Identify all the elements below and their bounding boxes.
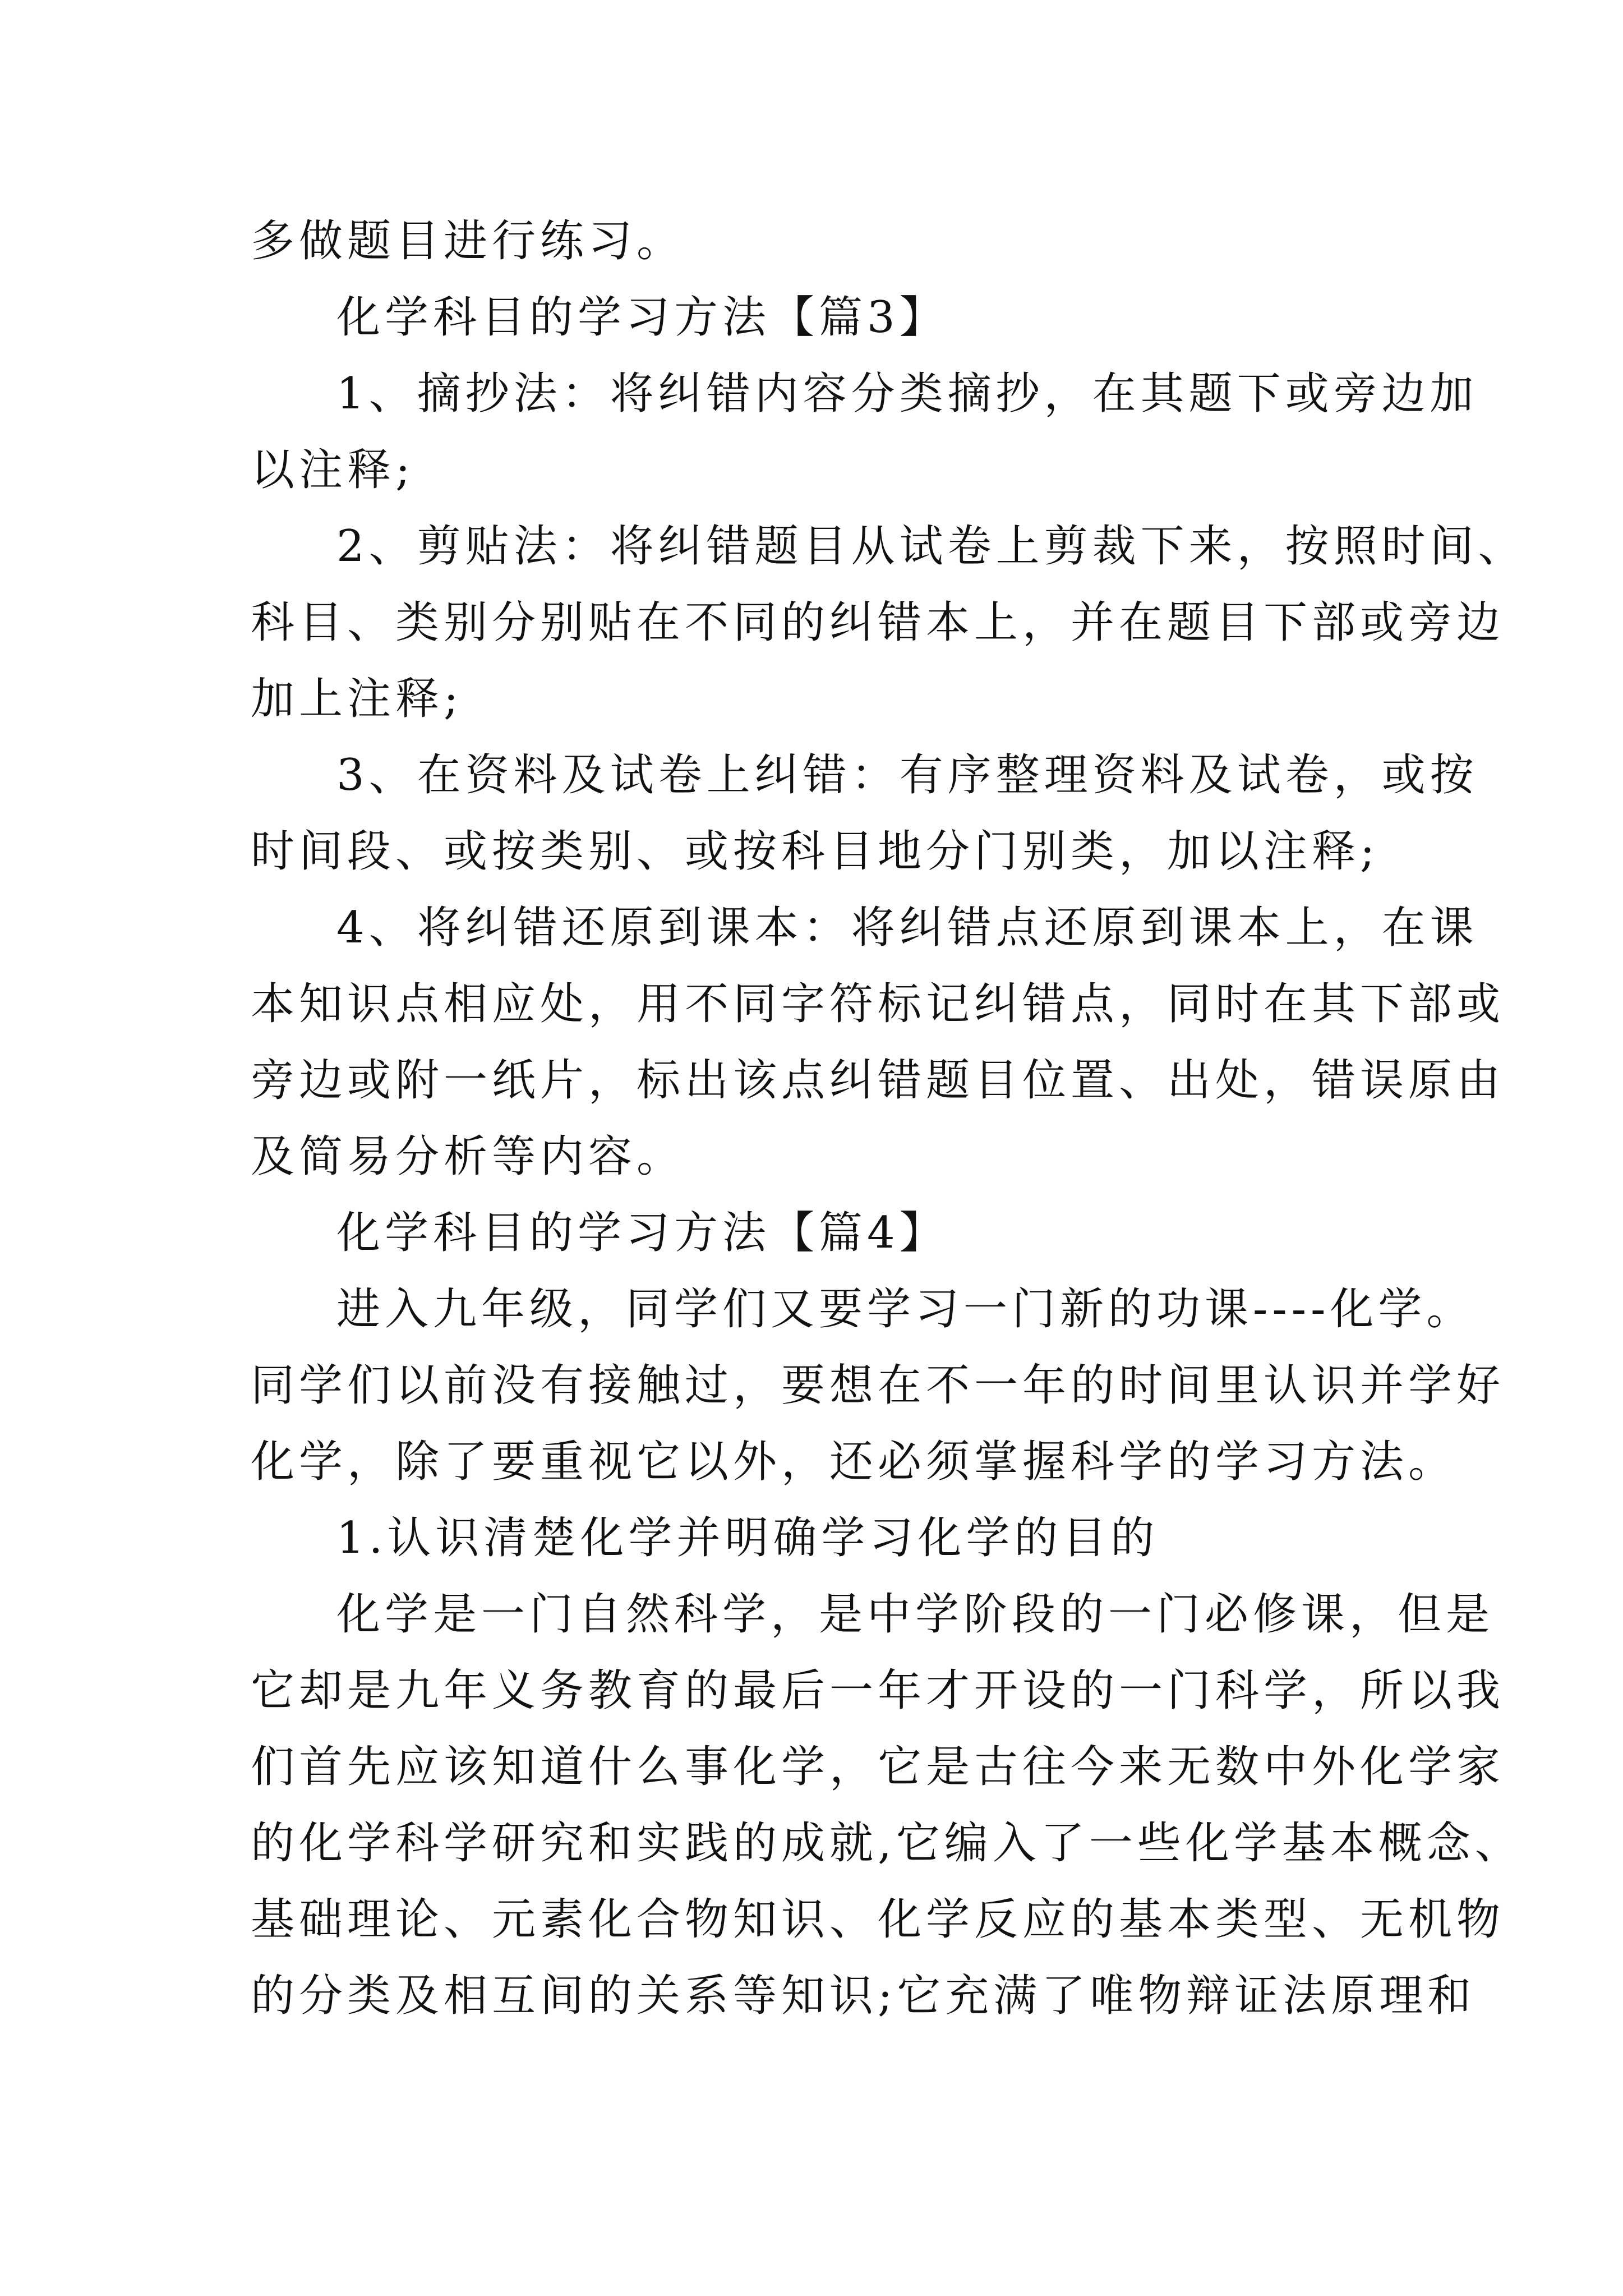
section-heading: 化学科目的学习方法【篇3】 <box>336 292 948 343</box>
text-line: 多做题目进行练习。 <box>251 216 685 266</box>
text-line: 本知识点相应处，用不同字符标记纠错点，同时在其下部或 <box>251 979 1505 1029</box>
section-heading: 化学科目的学习方法【篇4】 <box>336 1208 948 1258</box>
text-line: 的化学科学研究和实践的成就,它编入了一些化学基本概念、 <box>251 1818 1523 1869</box>
text-line: 进入九年级，同学们又要学习一门新的功课----化学。 <box>336 1284 1475 1335</box>
text-line: 科目、类别分别贴在不同的纠错本上，并在题目下部或旁边 <box>251 597 1505 648</box>
text-line: 同学们以前没有接触过，要想在不一年的时间里认识并学好 <box>251 1360 1505 1411</box>
text-line: 时间段、或按类别、或按科目地分门别类，加以注释; <box>251 826 1380 877</box>
subheading: 1.认识清楚化学并明确学习化学的目的 <box>336 1513 1159 1563</box>
text-line: 基础理论、元素化合物知识、化学反应的基本类型、无机物 <box>251 1894 1505 1945</box>
text-line: 以注释; <box>251 445 415 495</box>
text-line: 及简易分析等内容。 <box>251 1131 685 1182</box>
text-line: 化学是一门自然科学，是中学阶段的一门必修课，但是 <box>336 1589 1495 1640</box>
text-line: 3、在资料及试卷上纠错：有序整理资料及试卷，或按 <box>336 750 1478 800</box>
text-line: 化学，除了要重视它以外，还必须掌握科学的学习方法。 <box>251 1437 1457 1487</box>
text-line: 旁边或附一纸片，标出该点纠错题目位置、出处，错误原由 <box>251 1055 1505 1106</box>
text-line: 们首先应该知道什么事化学，它是古往今来无数中外化学家 <box>251 1742 1505 1792</box>
text-line: 它却是九年义务教育的最后一年才开设的一门科学，所以我 <box>251 1665 1505 1716</box>
text-line: 加上注释; <box>251 674 463 724</box>
text-line: 2、剪贴法：将纠错题目从试卷上剪裁下来，按照时间、 <box>336 521 1527 572</box>
text-line: 4、将纠错还原到课本：将纠错点还原到课本上，在课 <box>336 903 1478 953</box>
text-line: 的分类及相互间的关系等知识;它充满了唯物辩证法原理和 <box>251 1971 1476 2021</box>
text-line: 1、摘抄法：将纠错内容分类摘抄，在其题下或旁边加 <box>336 369 1478 419</box>
